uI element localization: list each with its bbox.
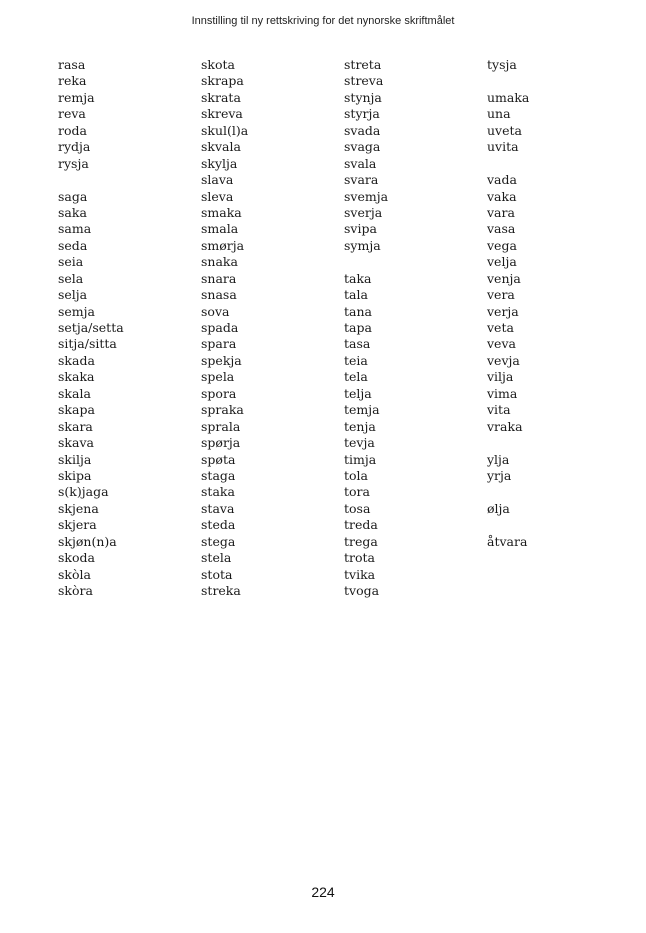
- word-entry: verja: [487, 303, 519, 319]
- word-entry: taka: [344, 270, 372, 286]
- word-entry: skada: [58, 352, 95, 368]
- word-list: [58, 57, 630, 599]
- word-entry: staga: [201, 467, 236, 483]
- word-entry: una: [487, 106, 511, 122]
- word-entry: tora: [344, 484, 370, 500]
- word-entry: skilja: [58, 451, 92, 467]
- word-entry: telja: [344, 385, 372, 401]
- word-entry: snaka: [201, 254, 238, 270]
- word-entry: remja: [58, 89, 95, 105]
- word-entry: temja: [344, 402, 380, 418]
- word-entry: seia: [58, 254, 84, 270]
- word-entry: vasa: [487, 221, 516, 237]
- word-entry: teia: [344, 352, 368, 368]
- word-entry: tevja: [344, 435, 375, 451]
- word-entry: smørja: [201, 237, 245, 253]
- word-entry: symja: [344, 237, 381, 253]
- word-entry: skjøn(n)a: [58, 533, 117, 549]
- word-entry: stega: [201, 533, 236, 549]
- word-entry: uveta: [487, 122, 522, 138]
- word-column-3: [344, 57, 487, 599]
- word-entry: vega: [487, 237, 517, 253]
- word-entry: tana: [344, 303, 372, 319]
- word-entry: velja: [487, 254, 517, 270]
- word-entry: spørja: [201, 435, 241, 451]
- word-entry: tola: [344, 467, 368, 483]
- word-entry: umaka: [487, 89, 530, 105]
- word-entry: svada: [344, 122, 381, 138]
- word-entry: vevja: [487, 352, 520, 368]
- word-entry: tala: [344, 287, 368, 303]
- word-entry: timja: [344, 451, 377, 467]
- word-entry: veva: [487, 336, 516, 352]
- word-entry: saka: [58, 204, 87, 220]
- word-entry: ølja: [487, 500, 510, 516]
- word-entry: skjera: [58, 517, 97, 533]
- word-entry: spraka: [201, 402, 244, 418]
- word-entry: tapa: [344, 320, 372, 335]
- word-entry: skaka: [58, 369, 95, 385]
- word-entry: skrata: [201, 89, 241, 105]
- word-entry: sama: [58, 221, 92, 237]
- word-entry: vera: [487, 287, 515, 303]
- word-entry: vilja: [487, 369, 514, 385]
- word-entry: smaka: [201, 204, 242, 220]
- word-entry: styrja: [344, 106, 380, 122]
- word-entry: skòra: [58, 583, 93, 598]
- word-entry: skjena: [58, 500, 99, 516]
- word-entry: skreva: [201, 106, 243, 122]
- word-entry: sleva: [201, 188, 234, 204]
- word-entry: skylja: [201, 155, 238, 171]
- word-entry: treda: [344, 517, 378, 533]
- word-entry: reva: [58, 106, 86, 122]
- word-entry: stota: [201, 566, 233, 582]
- word-entry: åtvara: [487, 533, 528, 549]
- word-entry: seda: [58, 237, 88, 253]
- word-entry: skvala: [201, 139, 241, 155]
- word-entry: tvika: [344, 566, 376, 582]
- word-entry: skul(l)a: [201, 122, 249, 138]
- word-entry: svala: [344, 155, 377, 171]
- word-entry: uvita: [487, 139, 519, 155]
- word-entry: tosa: [344, 500, 371, 516]
- word-entry: smala: [201, 221, 239, 237]
- word-entry: trota: [344, 550, 375, 566]
- word-entry: tysja: [487, 57, 517, 72]
- word-entry: vita: [487, 402, 511, 418]
- word-entry: stava: [201, 500, 235, 516]
- word-entry: vaka: [487, 188, 517, 204]
- word-entry: sitja/sitta: [58, 336, 117, 352]
- word-entry: skòla: [58, 566, 91, 582]
- word-entry: snasa: [201, 287, 237, 303]
- word-entry: selja: [58, 287, 88, 303]
- word-entry: skota: [201, 57, 235, 72]
- word-entry: streka: [201, 583, 241, 598]
- word-entry: rysja: [58, 155, 89, 171]
- word-entry: rydja: [58, 139, 91, 155]
- word-entry: spøta: [201, 451, 236, 467]
- page-number: 224: [311, 884, 335, 900]
- word-column-4: [487, 57, 630, 599]
- word-entry: stynja: [344, 89, 382, 105]
- word-column-1: [58, 57, 201, 599]
- word-entry: spora: [201, 385, 237, 401]
- word-entry: setja/setta: [58, 320, 124, 335]
- word-entry: yrja: [487, 467, 512, 483]
- word-entry: streta: [344, 57, 382, 72]
- word-entry: tasa: [344, 336, 371, 352]
- word-entry: spara: [201, 336, 237, 352]
- word-entry: rasa: [58, 57, 86, 72]
- word-entry: tvoga: [344, 583, 380, 598]
- word-entry: ylja: [487, 451, 510, 467]
- word-entry: slava: [201, 172, 234, 188]
- word-entry: vara: [487, 204, 515, 220]
- word-entry: skala: [58, 385, 91, 401]
- word-column-2: [201, 57, 344, 599]
- word-entry: skrapa: [201, 73, 244, 89]
- word-entry: svaga: [344, 139, 381, 155]
- word-entry: spela: [201, 369, 235, 385]
- word-entry: skara: [58, 418, 93, 434]
- word-entry: spekja: [201, 352, 242, 368]
- running-header: Innstilling til ny rettskriving for det nynorske skriftmålet: [191, 15, 455, 27]
- word-entry: vada: [487, 172, 517, 188]
- word-entry: skava: [58, 435, 94, 451]
- word-entry: skapa: [58, 402, 95, 418]
- word-entry: skipa: [58, 467, 92, 483]
- word-entry: reka: [58, 73, 87, 89]
- word-entry: veta: [487, 320, 514, 335]
- word-entry: sverja: [344, 204, 383, 220]
- word-entry: roda: [58, 122, 87, 138]
- word-entry: svemja: [344, 188, 389, 204]
- word-entry: svipa: [344, 221, 377, 237]
- word-entry: sova: [201, 303, 230, 319]
- word-entry: tela: [344, 369, 368, 385]
- word-entry: saga: [58, 188, 88, 204]
- word-entry: spada: [201, 320, 239, 335]
- word-entry: venja: [487, 270, 521, 286]
- word-entry: tenja: [344, 418, 376, 434]
- word-entry: snara: [201, 270, 237, 286]
- word-entry: streva: [344, 73, 384, 89]
- word-entry: skoda: [58, 550, 95, 566]
- word-entry: vraka: [487, 418, 523, 434]
- word-entry: staka: [201, 484, 235, 500]
- word-entry: steda: [201, 517, 236, 533]
- word-entry: trega: [344, 533, 378, 549]
- word-entry: vima: [487, 385, 518, 401]
- word-entry: stela: [201, 550, 232, 566]
- word-entry: sprala: [201, 418, 241, 434]
- word-entry: sela: [58, 270, 84, 286]
- word-entry: semja: [58, 303, 95, 319]
- word-entry: svara: [344, 172, 379, 188]
- word-entry: s(k)jaga: [58, 484, 109, 500]
